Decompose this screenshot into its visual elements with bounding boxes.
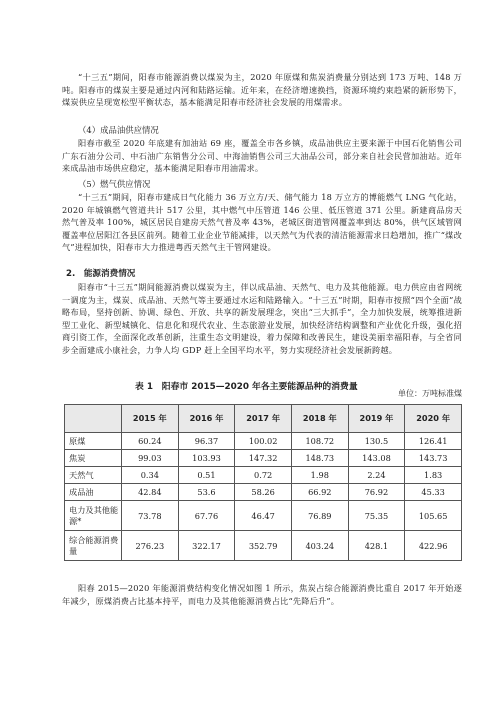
table-cell: 76.92 bbox=[348, 484, 405, 501]
heading-gas-supply: （5）燃气供应情况 bbox=[78, 179, 151, 189]
table-cell: 105.65 bbox=[405, 501, 462, 531]
paragraph-coal-supply: “十三五”期间，阳春市能源消费以煤炭为主，2020 年原煤和焦炭消费量分别达到 173 万吨、148 万吨。阳春市的煤炭主要是通过内河和陆路运输。近年来，在经济增速换挡，资源环境约束趋紧的新形势下，煤炭供应呈现宽松型平衡状态，基本能满足阳春市经济社会发展的用煤需求。 bbox=[62, 72, 462, 107]
table-row bbox=[65, 531, 462, 561]
table-cell: 0.34 bbox=[122, 467, 179, 484]
table-row bbox=[65, 433, 462, 450]
table-cell: 428.1 bbox=[348, 531, 405, 561]
paragraph-structure-change: 阳春 2015—2020 年能源消费结构变化情况如图 1 所示，焦炭占综合能源消费比重自 2017 年开始逐年减少，原煤消费占比基本持平，而电力及其他能源消费占比“先降后升”。 bbox=[62, 583, 462, 606]
table-cell: 45.33 bbox=[405, 484, 462, 501]
table-header-cell: 2019 年 bbox=[348, 405, 405, 433]
table-row bbox=[65, 501, 462, 531]
table-caption: 表 1 阳春市 2015—2020 年各主要能源品种的消费量 bbox=[135, 382, 358, 392]
table-cell: 276.23 bbox=[122, 531, 179, 561]
table-cell: 67.76 bbox=[178, 501, 235, 531]
table-cell: 58.26 bbox=[235, 484, 292, 501]
table-cell: 46.47 bbox=[235, 501, 292, 531]
row-label: 天然气 bbox=[65, 467, 122, 484]
table-header-cell: 2018 年 bbox=[291, 405, 348, 433]
table-header-cell: 2016 年 bbox=[178, 405, 235, 433]
table-cell: 108.72 bbox=[291, 433, 348, 450]
table-cell: 322.17 bbox=[178, 531, 235, 561]
table-cell: 73.78 bbox=[122, 501, 179, 531]
table-cell: 66.92 bbox=[291, 484, 348, 501]
table-header-cell: 2020 年 bbox=[405, 405, 462, 433]
row-label: 成品油 bbox=[65, 484, 122, 501]
table-cell: 1.98 bbox=[291, 467, 348, 484]
table-row bbox=[65, 450, 462, 467]
energy-consumption-table bbox=[64, 404, 462, 561]
table-cell: 53.6 bbox=[178, 484, 235, 501]
table-unit: 单位：万吨标准煤 bbox=[398, 389, 462, 398]
table-header-cell: 2015 年 bbox=[122, 405, 179, 433]
table-cell: 352.79 bbox=[235, 531, 292, 561]
table-cell: 60.24 bbox=[122, 433, 179, 450]
table-cell: 143.73 bbox=[405, 450, 462, 467]
row-label: 综合能源消费量 bbox=[65, 531, 122, 561]
row-label: 电力及其他能源* bbox=[65, 501, 122, 531]
heading-energy-consumption: 2. 能源消费情况 bbox=[66, 269, 136, 279]
paragraph-oil-supply: 阳春市截至 2020 年底建有加油站 69 座，覆盖全市各乡镇，成品油供应主要来源于中国石化销售公司广东石油分公司、中石油广东销售分公司、中海油销售公司三大油品公司，部分来自社会民营加油站。近年来成品油市场供应稳定，基本能满足阳春市用油需求。 bbox=[62, 138, 462, 173]
table-cell: 76.89 bbox=[291, 501, 348, 531]
table-cell: 1.83 bbox=[405, 467, 462, 484]
row-label: 原煤 bbox=[65, 433, 122, 450]
table-cell: 42.84 bbox=[122, 484, 179, 501]
table-cell: 147.32 bbox=[235, 450, 292, 467]
table-cell: 100.02 bbox=[235, 433, 292, 450]
table-cell: 75.35 bbox=[348, 501, 405, 531]
table-row bbox=[65, 484, 462, 501]
table-header-cell: 2017 年 bbox=[235, 405, 292, 433]
table-cell: 99.03 bbox=[122, 450, 179, 467]
table-cell: 103.93 bbox=[178, 450, 235, 467]
table-cell: 126.41 bbox=[405, 433, 462, 450]
table-cell: 96.37 bbox=[178, 433, 235, 450]
row-label: 焦炭 bbox=[65, 450, 122, 467]
table-cell: 143.08 bbox=[348, 450, 405, 467]
table-cell: 0.51 bbox=[178, 467, 235, 484]
paragraph-energy-consumption: 阳春市“十三五”期间能源消费以煤炭为主，伴以成品油、天然气、电力及其他能源。电力供应由省网统一调度为主，煤炭、成品油、天然气等主要通过水运和陆路输入。“十三五”时期，阳春市按照“四个全面”战略布局，坚持创新、协调、绿色、开放、共享的新发展理念，突出“三大抓手”，全力加快发展，统筹推进新型工业化、新型城镇化、信息化和现代农业、生态旅游业发展，加快经济结构调整和产业优化升级，强化招商引资工作，全面深化改革创新，注重生态文明建设，着力保障和改善民生，建设美丽幸福阳春，与全省同步全面建成小康社会，力争人均 GDP 赶上全国平均水平，努力实现经济社会发展新跨越。 bbox=[62, 282, 462, 355]
heading-oil-supply: （4）成品油供应情况 bbox=[78, 125, 159, 135]
paragraph-gas-supply: “十三五”期间，阳春市建成日气化能力 36 万立方/天、储气能力 18 万立方的博能燃气 LNG 气化站，2020 年城镇燃气管道共计 517 公里，其中燃气中压管道 146 公里、低压管道 371 公里。新建商品房天然气普及率 100%，城区居民自建房天然气普及率 43%，老城区街道管网覆盖率到达 80%，供气区域管网覆盖率位居阳江各县区前列。随着工业企业节能减排，以天然气为代表的清洁能源需求日趋增加，推广“煤改气”进程加快，阳春市大力推进粤西天然气主干管网建设。 bbox=[62, 192, 462, 252]
table-cell: 130.5 bbox=[348, 433, 405, 450]
table-cell: 148.73 bbox=[291, 450, 348, 467]
table-header-cell bbox=[65, 405, 122, 433]
table-cell: 422.96 bbox=[405, 531, 462, 561]
table-cell: 0.72 bbox=[235, 467, 292, 484]
table-cell: 403.24 bbox=[291, 531, 348, 561]
table-header-row bbox=[65, 405, 462, 433]
table-row bbox=[65, 467, 462, 484]
table-cell: 2.24 bbox=[348, 467, 405, 484]
